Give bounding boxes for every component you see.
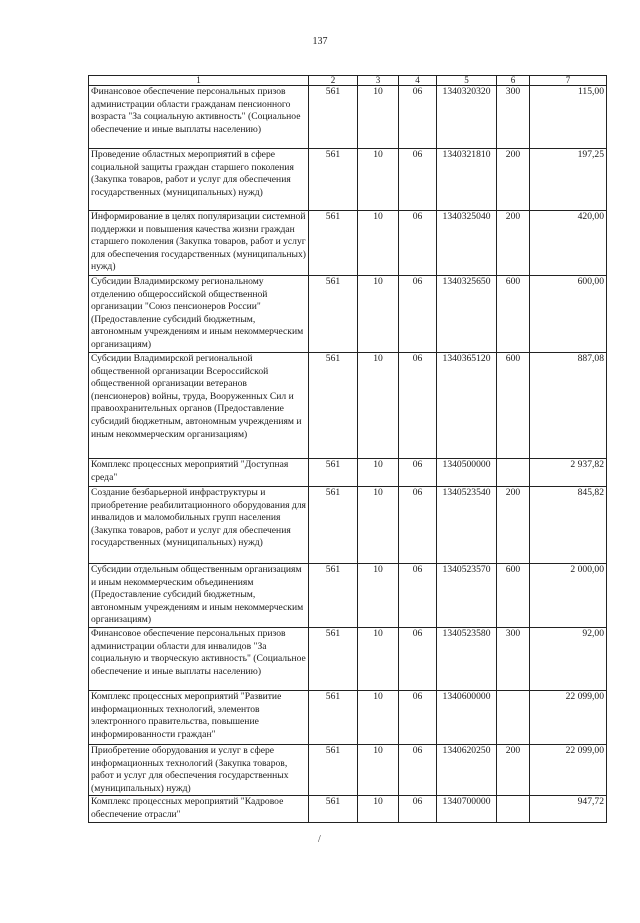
row-grbs: 561 — [309, 86, 358, 149]
row-target-code: 1340320320 — [437, 86, 497, 149]
row-section: 10 — [358, 149, 399, 211]
row-amount: 197,25 — [530, 149, 607, 211]
page-number: 137 — [312, 36, 328, 47]
row-subsection: 06 — [399, 627, 437, 690]
table-row — [89, 564, 607, 628]
row-subsection: 06 — [399, 564, 437, 628]
row-amount: 92,00 — [530, 627, 607, 690]
row-target-code: 1340600000 — [437, 690, 497, 744]
row-amount: 2 000,00 — [530, 564, 607, 628]
row-name: Создание безбарьерной инфраструктуры и приобретение реабилитационного оборудования для инвалидов и маломобильных групп населения (Закупка товаров, работ и услуг для обеспечения государственных (муниципальных) нужд) — [89, 487, 309, 564]
row-amount: 115,00 — [530, 86, 607, 149]
row-target-code: 1340523540 — [437, 487, 497, 564]
table-row — [89, 627, 607, 690]
table-row — [89, 353, 607, 459]
row-subsection: 06 — [399, 459, 437, 487]
row-target-code: 1340325040 — [437, 211, 497, 276]
row-expense-type: 600 — [497, 564, 530, 628]
row-name: Субсидии Владимирской региональной общественной организации Всероссийской общественной организации ветеранов (пенсионеров) войны, труда, Вооруженных Сил и правоохранительных органов (Предоставление субсидий бюджетным, автономным учреждениям и иным некоммерческим организациям) — [89, 353, 309, 459]
row-name: Информирование в целях популяризации системной поддержки и повышения качества жизни граждан старшего поколения (Закупка товаров, работ и услуг для обеспечения государственных (муниципальных) нужд) — [89, 211, 309, 276]
row-amount: 2 937,82 — [530, 459, 607, 487]
row-grbs: 561 — [309, 353, 358, 459]
row-section: 10 — [358, 690, 399, 744]
row-grbs: 561 — [309, 690, 358, 744]
row-section: 10 — [358, 744, 399, 795]
row-expense-type: 200 — [497, 211, 530, 276]
row-target-code: 1340500000 — [437, 459, 497, 487]
row-target-code: 1340365120 — [437, 353, 497, 459]
budget-table — [88, 75, 607, 823]
row-name: Проведение областных мероприятий в сфере социальной защиты граждан старшего поколения (Закупка товаров, работ и услуг для обеспечения государственных (муниципальных) нужд) — [89, 149, 309, 211]
row-name: Комплекс процессных мероприятий "Доступная среда" — [89, 459, 309, 487]
row-grbs: 561 — [309, 211, 358, 276]
row-amount: 22 099,00 — [530, 690, 607, 744]
row-name: Субсидии отдельным общественным организациям и иным некоммерческим объединениям (Предоставление субсидий бюджетным, автономным учреждениям и иным некоммерческим организациям) — [89, 564, 309, 628]
row-section: 10 — [358, 211, 399, 276]
row-amount: 887,08 — [530, 353, 607, 459]
table-row — [89, 459, 607, 487]
row-subsection: 06 — [399, 211, 437, 276]
row-amount: 600,00 — [530, 276, 607, 353]
row-subsection: 06 — [399, 86, 437, 149]
row-expense-type: 200 — [497, 149, 530, 211]
col-header-1: 1 — [89, 76, 309, 86]
table-row — [89, 690, 607, 744]
row-target-code: 1340700000 — [437, 796, 497, 823]
row-grbs: 561 — [309, 564, 358, 628]
row-amount: 22 099,00 — [530, 744, 607, 795]
row-expense-type: 300 — [497, 86, 530, 149]
table-row — [89, 276, 607, 353]
row-section: 10 — [358, 796, 399, 823]
row-name: Приобретение оборудования и услуг в сфере информационных технологий (Закупка товаров, работ и услуг для обеспечения государственных (муниципальных) нужд) — [89, 744, 309, 795]
table-row — [89, 487, 607, 564]
row-section: 10 — [358, 353, 399, 459]
col-header-2: 2 — [309, 76, 358, 86]
col-header-6: 6 — [497, 76, 530, 86]
row-target-code: 1340321810 — [437, 149, 497, 211]
row-section: 10 — [358, 487, 399, 564]
row-target-code: 1340325650 — [437, 276, 497, 353]
table-row — [89, 149, 607, 211]
row-section: 10 — [358, 564, 399, 628]
table-row — [89, 796, 607, 823]
row-section: 10 — [358, 627, 399, 690]
row-target-code: 1340620250 — [437, 744, 497, 795]
table-row — [89, 86, 607, 149]
row-subsection: 06 — [399, 744, 437, 795]
row-section: 10 — [358, 276, 399, 353]
row-subsection: 06 — [399, 690, 437, 744]
row-target-code: 1340523580 — [437, 627, 497, 690]
row-grbs: 561 — [309, 627, 358, 690]
row-target-code: 1340523570 — [437, 564, 497, 628]
row-name: Комплекс процессных мероприятий "Развитие информационных технологий, элементов электронного правительства, повышение информированности граждан" — [89, 690, 309, 744]
row-grbs: 561 — [309, 744, 358, 795]
row-expense-type: 300 — [497, 627, 530, 690]
row-name: Финансовое обеспечение персональных призов администрации области гражданам пенсионного возраста "За социальную активность" (Социальное обеспечение и иные выплаты населению) — [89, 86, 309, 149]
row-expense-type — [497, 690, 530, 744]
col-header-4: 4 — [399, 76, 437, 86]
row-amount: 947,72 — [530, 796, 607, 823]
col-header-7: 7 — [530, 76, 607, 86]
col-header-5: 5 — [437, 76, 497, 86]
row-name: Субсидии Владимирскому региональному отделению общероссийской общественной организации "Союз пенсионеров России" (Предоставление субсидий бюджетным, автономным учреждениям и иным некоммерческим организациям) — [89, 276, 309, 353]
row-grbs: 561 — [309, 149, 358, 211]
row-amount: 845,82 — [530, 487, 607, 564]
row-grbs: 561 — [309, 459, 358, 487]
row-expense-type — [497, 796, 530, 823]
row-grbs: 561 — [309, 276, 358, 353]
row-subsection: 06 — [399, 796, 437, 823]
row-grbs: 561 — [309, 487, 358, 564]
col-header-3: 3 — [358, 76, 399, 86]
row-subsection: 06 — [399, 149, 437, 211]
row-amount: 420,00 — [530, 211, 607, 276]
table-row — [89, 211, 607, 276]
row-expense-type: 200 — [497, 744, 530, 795]
row-expense-type: 600 — [497, 353, 530, 459]
row-expense-type: 600 — [497, 276, 530, 353]
row-subsection: 06 — [399, 353, 437, 459]
header-row — [89, 76, 607, 86]
row-name: Финансовое обеспечение персональных призов администрации области для инвалидов "За социальную и творческую активность" (Социальное обеспечение и иные выплаты населению) — [89, 627, 309, 690]
row-section: 10 — [358, 459, 399, 487]
row-grbs: 561 — [309, 796, 358, 823]
table-row — [89, 744, 607, 795]
row-subsection: 06 — [399, 487, 437, 564]
row-expense-type — [497, 459, 530, 487]
row-subsection: 06 — [399, 276, 437, 353]
row-section: 10 — [358, 86, 399, 149]
footer-mark: / — [318, 834, 321, 845]
row-name: Комплекс процессных мероприятий "Кадровое обеспечение отрасли" — [89, 796, 309, 823]
row-expense-type: 200 — [497, 487, 530, 564]
